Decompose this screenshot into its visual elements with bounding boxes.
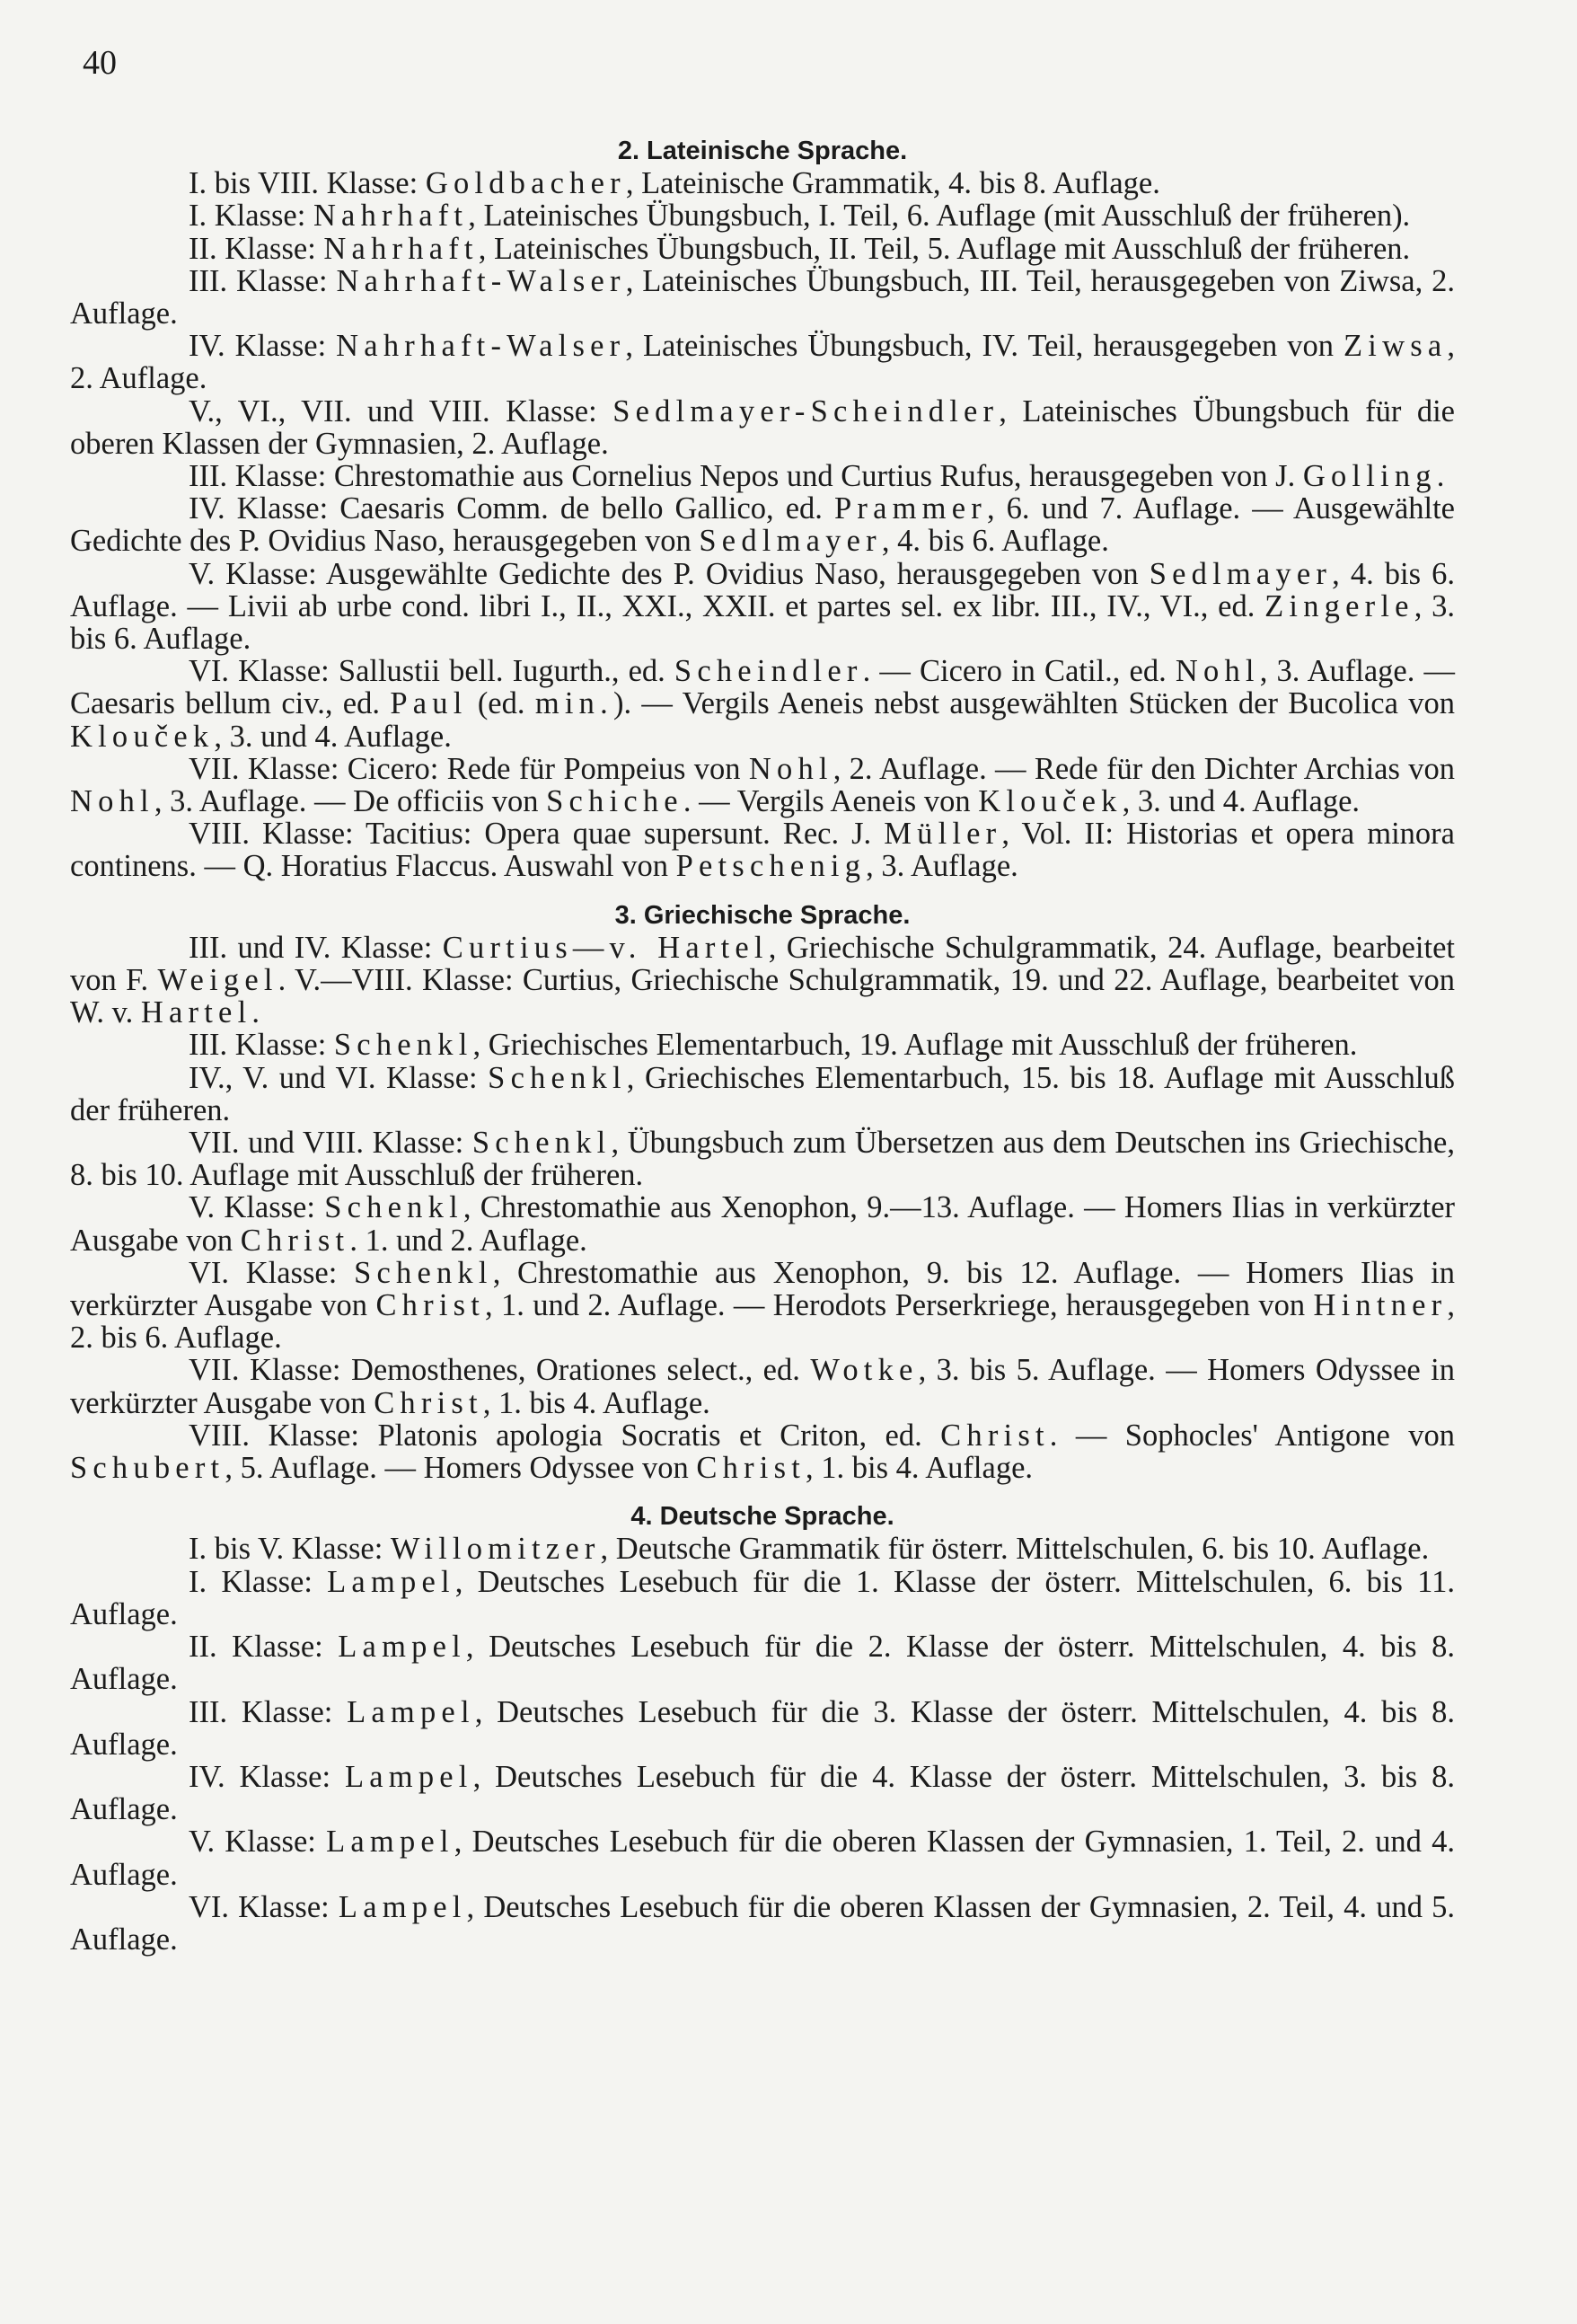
author-name: Nohl [748, 751, 833, 786]
entry-text: , 3. bis 5. Auflage. — Homers Odyssee in verkürzter Ausgabe von [70, 1353, 1455, 1420]
author-name: Müller [884, 817, 1002, 852]
author-name: Schenkl [333, 1028, 473, 1063]
author-name: Christ [240, 1223, 350, 1258]
book-entry [70, 167, 1455, 199]
entry-text: , 5. Auflage. — Homers Odyssee von [225, 1451, 697, 1486]
author-name: Golling [1302, 459, 1437, 494]
author-name: Hartel [140, 995, 252, 1030]
entry-text: , Griechische Schulgrammatik, 24. Auflage, bearbeitet von F. [70, 930, 1455, 998]
author-name: Lampel [347, 1694, 475, 1729]
entry-text: VII. Klasse: Demosthenes, Orationes select., ed. [189, 1353, 811, 1388]
author-name: Sedlmayer-Scheindler [612, 393, 1000, 429]
entry-text: I. Klasse: [189, 199, 313, 234]
entry-text: , Deutsche Grammatik für österr. Mittelschulen, 6. bis 10. Auflage. [600, 1532, 1430, 1567]
author-name: Petschenig [675, 849, 867, 884]
author-name: Nahrhaft [313, 199, 469, 234]
author-name: Lampel [327, 1564, 455, 1599]
page-number: 40 [83, 44, 117, 82]
entry-text: , 3. Auflage. — Caesaris bellum civ., ed. [70, 654, 1455, 721]
author-name: Willomitzer [390, 1532, 601, 1567]
author-name: Nahrhaft-Walser [336, 263, 626, 298]
author-name: Lampel [338, 1630, 466, 1665]
entry-text: , 1. und 2. Auflage. — Herodots Perserkriege, herausgegeben von [485, 1288, 1314, 1323]
author-name: Curtius—v. Hartel [442, 930, 769, 965]
author-name: Nohl [70, 784, 154, 819]
entry-text: , Lateinisches Übungsbuch, III. Teil, herausgegeben von Ziwsa, 2. Auflage. [70, 263, 1455, 331]
entry-text: , 1. bis 4. Auflage. [806, 1451, 1034, 1486]
entry-text: V., VI., VII. und VIII. Klasse: [189, 393, 613, 429]
author-name: Schenkl [354, 1255, 493, 1290]
book-entry [70, 330, 1455, 394]
author-name: Klouček [978, 784, 1123, 819]
author-name: Lampel [326, 1825, 454, 1860]
entry-text: , 2. Auflage. [70, 329, 1455, 396]
book-entry [70, 492, 1455, 557]
author-name: Schenkl [471, 1126, 612, 1161]
book-entry [70, 1419, 1455, 1484]
entry-text: , Deutsches Lesebuch für die 4. Klasse der österr. Mittelschulen, 3. bis 8. Auflage. [70, 1759, 1455, 1827]
entry-text: V. Klasse: [189, 1825, 327, 1860]
section-heading: 3. Griechische Sprache. [614, 900, 911, 930]
book-entry [70, 1566, 1455, 1630]
book-entry [70, 1696, 1455, 1761]
book-entry [70, 233, 1455, 265]
entry-text: I. bis VIII. Klasse: [189, 166, 426, 201]
entry-text: . — Cicero in Catil., ed. [862, 654, 1176, 689]
book-entry [70, 265, 1455, 330]
author-name: Nohl [1175, 654, 1260, 689]
entry-text: , Übungsbuch zum Übersetzen aus dem Deutschen ins Griechische, 8. bis 10. Auflage mit Ausschluß der früheren. [70, 1126, 1455, 1193]
entry-text: (ed. [467, 686, 535, 721]
entry-text: , 4. bis 6. Auflage. [881, 524, 1109, 559]
entry-text: VIII. Klasse: Tacitius: Opera quae supersunt. Rec. J. [189, 817, 885, 852]
entry-text: V. Klasse: Ausgewählte Gedichte des P. Ovidius Naso, herausgegeben von [189, 556, 1150, 591]
entry-text: III. Klasse: [189, 263, 337, 298]
entry-text: , Lateinisches Übungsbuch, II. Teil, 5. Auflage mit Ausschluß der früheren. [478, 231, 1411, 266]
entry-text: I. Klasse: [189, 1564, 328, 1599]
author-name: Nahrhaft-Walser [336, 329, 626, 364]
entry-text: , 3. Auflage. [866, 849, 1018, 884]
entry-text: , Deutsches Lesebuch für die 1. Klasse der österr. Mittelschulen, 6. bis 11. Auflage. [70, 1564, 1455, 1631]
entry-text: , Lateinische Grammatik, 4. bis 8. Auflage. [625, 166, 1160, 201]
entry-text: VI. Klasse: Sallustii bell. Iugurth., ed. [189, 654, 674, 689]
entry-text: , 2. Auflage. — Rede für den Dichter Archias von [833, 751, 1455, 786]
author-name: Christ [374, 1385, 483, 1420]
entry-text: IV. Klasse: [189, 1759, 345, 1794]
entry-text: . — Vergils Aeneis von [683, 784, 979, 819]
entry-text: III. Klasse: [189, 1694, 348, 1729]
book-entry [70, 932, 1455, 1029]
entry-text: , Lateinisches Übungsbuch, IV. Teil, herausgegeben von [625, 329, 1344, 364]
book-entry [70, 1029, 1455, 1061]
author-name: Hintner [1313, 1288, 1448, 1323]
entry-text: , Lateinisches Übungsbuch, I. Teil, 6. Auflage (mit Ausschluß der früheren). [468, 199, 1411, 234]
entry-text: , 4. bis 6. Auflage. — Livii ab urbe cond. libri I., II., XXI., XXII. et partes sel. ex libr. III., IV., VI., ed. [70, 556, 1455, 623]
entry-text: , 1. bis 4. Auflage. [482, 1385, 710, 1420]
author-name: Weigel [157, 963, 278, 998]
author-name: Sedlmayer [1149, 556, 1333, 591]
entry-text: , Vol. II: Historias et opera minora continens. — Q. Horatius Flaccus. Auswahl von [70, 817, 1455, 884]
author-name: Sedlmayer [699, 524, 882, 559]
author-name: Schubert [70, 1451, 225, 1486]
entry-text: . — Sophocles' Antigone von [1049, 1418, 1455, 1453]
entry-text: , 2. bis 6. Auflage. [70, 1288, 1455, 1356]
entry-text: , 3. bis 6. Auflage. [70, 588, 1455, 657]
author-name: Christ [375, 1288, 486, 1323]
entry-text: VII. Klasse: Cicero: Rede für Pompeius von [189, 751, 749, 786]
author-name: Scheindler [674, 654, 863, 689]
author-name: Schenkl [488, 1060, 627, 1095]
entry-text: VII. und VIII. Klasse: [189, 1126, 472, 1161]
entry-text: I. bis V. Klasse: [189, 1532, 391, 1567]
entry-text: III. Klasse: [189, 1028, 334, 1063]
author-name: Paul [390, 686, 468, 721]
author-name: Christ [940, 1418, 1050, 1453]
entry-text: , Lateinisches Übungsbuch für die oberen Klassen der Gymnasien, 2. Auflage. [70, 393, 1455, 461]
author-name: Lampel [338, 1889, 467, 1924]
author-name: Klouček [70, 719, 215, 754]
entry-text: VIII. Klasse: Platonis apologia Socratis et Criton, ed. [189, 1418, 941, 1453]
book-entry [70, 817, 1455, 882]
entry-text: , Deutsches Lesebuch für die oberen Klassen der Gymnasien, 2. Teil, 4. und 5. Auflage. [70, 1889, 1455, 1957]
author-name: Prammer [834, 491, 987, 526]
entry-text: , 3. und 4. Auflage. [1122, 784, 1361, 819]
author-name: Lampel [344, 1759, 473, 1794]
author-name: Wotke [810, 1353, 919, 1388]
entry-text: II. Klasse: [189, 231, 324, 266]
book-entry [70, 1630, 1455, 1695]
book-entry [70, 395, 1455, 460]
entry-text: III. und IV. Klasse: [189, 930, 443, 965]
page-content [70, 135, 1455, 1956]
author-name: Schiche [546, 784, 683, 819]
entry-text: . [251, 995, 260, 1030]
entry-text: IV. Klasse: Caesaris Comm. de bello Gallico, ed. [189, 491, 834, 526]
entry-text: II. Klasse: [189, 1630, 339, 1665]
entry-text: . [1436, 459, 1445, 494]
section-heading: 4. Deutsche Sprache. [630, 1502, 894, 1532]
author-name: Goldbacher [425, 166, 626, 201]
entry-text: . V.—VIII. Klasse: Curtius, Griechische Schulgrammatik, 19. und 22. Auflage, bearbeitet von W. v. [70, 963, 1455, 1030]
book-entry [70, 1533, 1455, 1565]
author-name: Nahrhaft [323, 231, 479, 266]
entry-text: , Deutsches Lesebuch für die 3. Klasse der österr. Mittelschulen, 4. bis 8. Auflage. [70, 1694, 1456, 1762]
entry-text: III. Klasse: Chrestomathie aus Cornelius Nepos und Curtius Rufus, herausgegeben von J. [189, 459, 1303, 494]
entry-text: , Griechisches Elementarbuch, 19. Auflage mit Ausschluß der früheren. [472, 1028, 1358, 1063]
entry-text: . 1. und 2. Auflage. [349, 1223, 587, 1258]
entry-text: , 3. und 4. Auflage. [214, 719, 452, 754]
book-entry [70, 558, 1455, 656]
book-entry [70, 1191, 1455, 1256]
section-heading: 2. Lateinische Sprache. [617, 137, 908, 165]
author-name: Zingerle [1264, 588, 1414, 623]
entry-text: , Deutsches Lesebuch für die 2. Klasse der österr. Mittelschulen, 4. bis 8. Auflage. [70, 1630, 1455, 1697]
book-entry [70, 1062, 1455, 1127]
author-name: Ziwsa [1344, 329, 1448, 364]
entry-text: , Chrestomathie aus Xenophon, 9.—13. Auflage. — Homers Ilias in verkürzter Ausgabe von [70, 1190, 1455, 1258]
book-entry [70, 1257, 1455, 1355]
entry-text: VI. Klasse: [189, 1255, 355, 1290]
book-entry [70, 655, 1455, 753]
book-entry [70, 1825, 1455, 1890]
entry-text: , 3. Auflage. — De officiis von [154, 784, 547, 819]
entry-text: , Deutsches Lesebuch für die oberen Klassen der Gymnasien, 1. Teil, 2. und 4. Auflage. [70, 1825, 1455, 1892]
entry-text: , Chrestomathie aus Xenophon, 9. bis 12. Auflage. — Homers Ilias in verkürzter Ausgabe von [70, 1255, 1455, 1323]
book-entry [70, 1354, 1455, 1418]
entry-text: , Griechisches Elementarbuch, 15. bis 18. Auflage mit Ausschluß der früheren. [70, 1060, 1455, 1127]
book-entry [70, 199, 1455, 232]
author-name: Christ [696, 1451, 806, 1486]
book-entry [70, 1761, 1455, 1825]
entry-text: , 6. und 7. Auflage. — Ausgewählte Gedichte des P. Ovidius Naso, herausgegeben von [70, 491, 1455, 559]
book-entry [70, 753, 1455, 817]
entry-text: VI. Klasse: [189, 1889, 339, 1924]
author-name: Schenkl [324, 1190, 463, 1225]
author-name: min. [534, 686, 613, 721]
entry-text: V. Klasse: [189, 1190, 325, 1225]
entry-text: IV., V. und VI. Klasse: [189, 1060, 489, 1095]
book-entry [70, 1127, 1455, 1191]
book-entry [70, 460, 1455, 492]
book-entry [70, 1891, 1455, 1956]
entry-text: IV. Klasse: [189, 329, 337, 364]
entry-text: ). — Vergils Aeneis nebst ausgewählten Stücken der Bucolica von [612, 686, 1455, 721]
